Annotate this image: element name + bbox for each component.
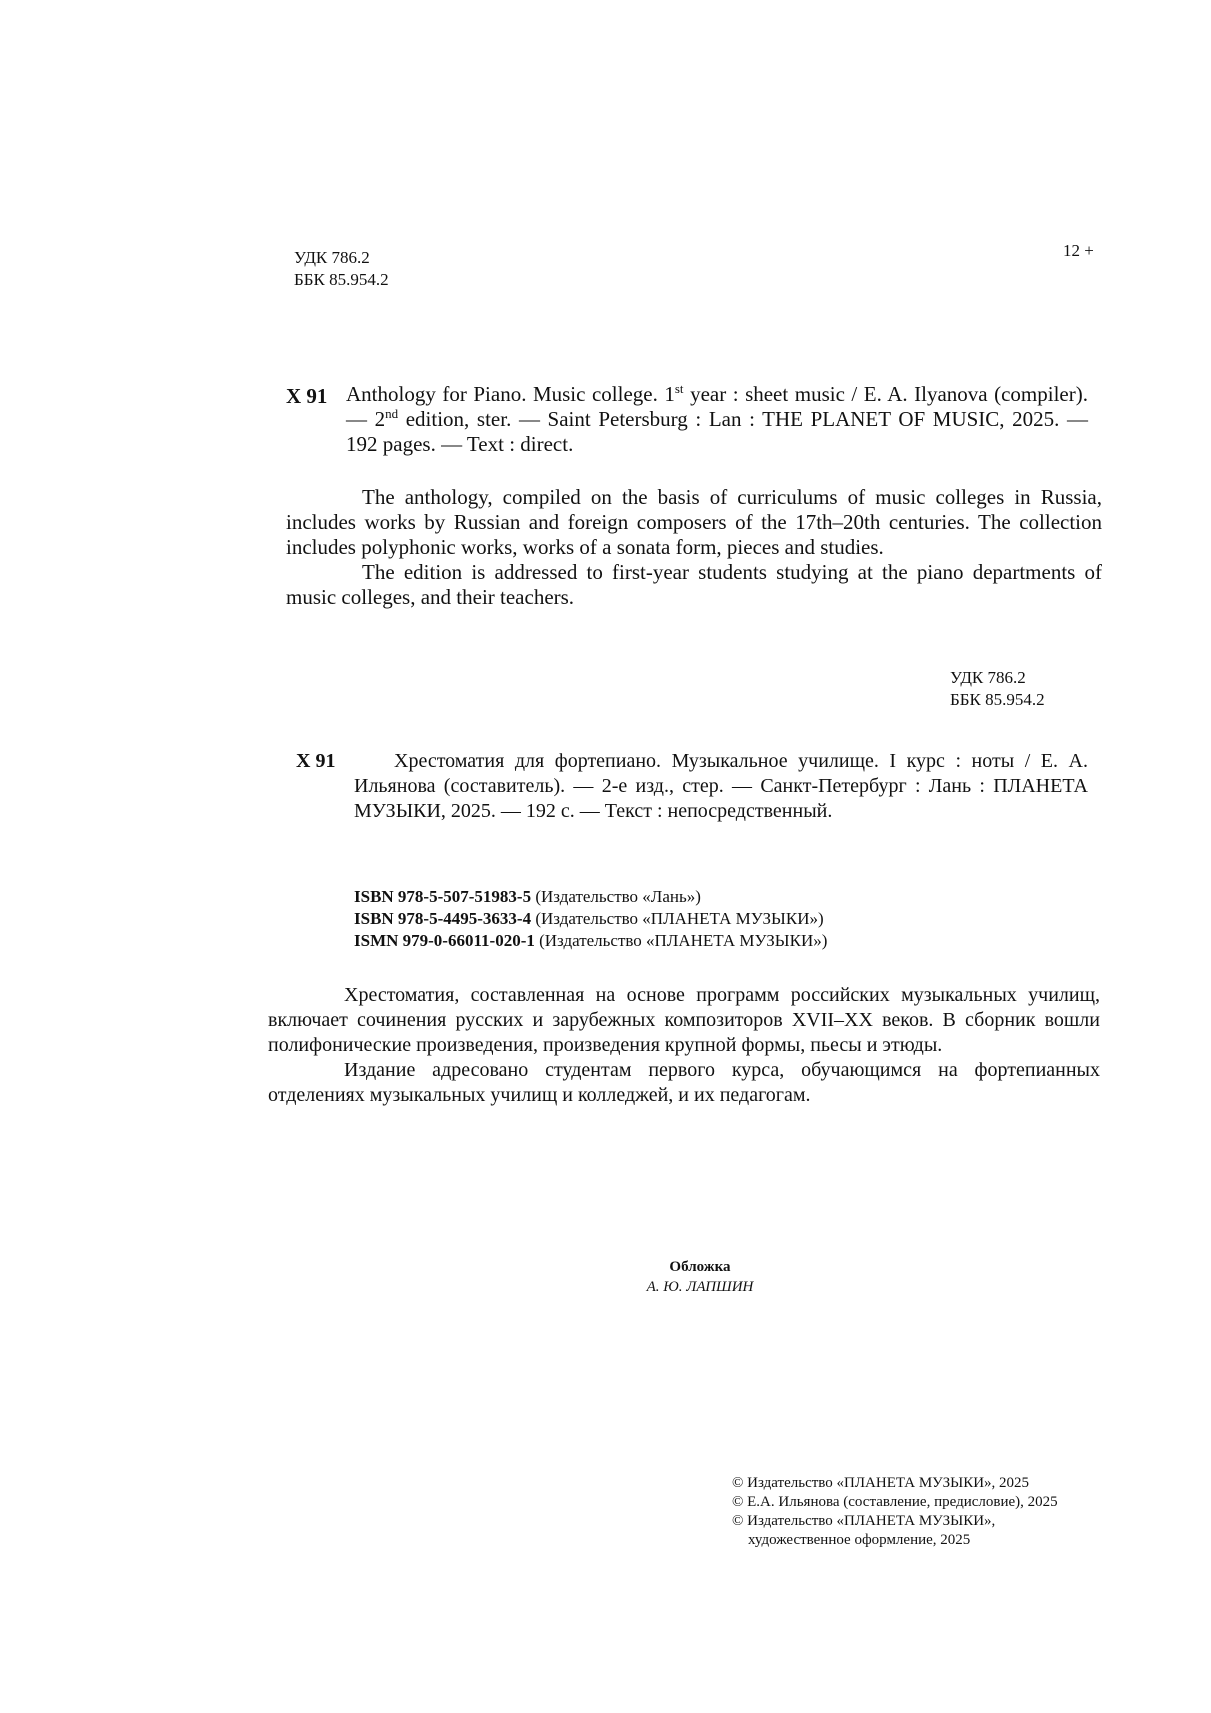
isbn-publisher: (Издательство «ПЛАНЕТА МУЗЫКИ») [531, 909, 824, 928]
cover-credit [560, 1257, 840, 1297]
ismn-number: ISMN 979-0-66011-020-1 [354, 931, 535, 950]
english-abstract-p2: The edition is addressed to first-year students studying at the piano departments of music colleges, and their teachers. [286, 560, 1102, 609]
ismn-publisher: (Издательство «ПЛАНЕТА МУЗЫКИ») [534, 931, 828, 950]
russian-bibliographic-entry: Хрестоматия для фортепиано. Музыкальное училище. I курс : ноты / Е. А. Ильянова (составитель). — 2-е изд., стер. — Санкт-Петербург : Лань : ПЛАНЕТА МУЗЫКИ, 2025. — 192 с. — Текст : непосредственный. [354, 750, 1088, 822]
copyright-block [732, 1474, 1058, 1550]
isbn-line-1 [354, 886, 827, 908]
ismn-line [354, 930, 827, 952]
russian-catalog-code: Х 91 [296, 750, 336, 772]
english-biblio-part3: edition, ster. — Saint Petersburg : Lan : THE PLANET OF MUSIC, 2025. — 192 pages. — Text : direct. [346, 407, 1089, 456]
copyright-line-1: © Издательство «ПЛАНЕТА МУЗЫКИ», 2025 [732, 1475, 1030, 1491]
isbn-line-2 [354, 908, 827, 930]
english-biblio-part2: year : sheet music / E. A. Ilyanova (compiler). — 2 [346, 382, 1088, 431]
english-abstract [286, 485, 1102, 610]
english-abstract-p1: The anthology, compiled on the basis of curriculums of music colleges in Russia, includes works by Russian and foreign composers of the 17th–20th centuries. The collection includes polyphonic works, works of a sonata form, pieces and studies. [286, 485, 1102, 559]
russian-abstract-p2: Издание адресовано студентам первого курса, обучающимся на фортепианных отделениях музыкальных училищ и колледжей, и их педагогам. [268, 1059, 1100, 1106]
top-classification [294, 247, 389, 291]
isbn-number: ISBN 978-5-507-51983-5 [354, 887, 532, 906]
bbk-code: ББК 85.954.2 [294, 270, 389, 289]
english-bibliographic-entry [346, 382, 1088, 457]
russian-classification [950, 667, 1045, 711]
copyright-line-4: художественное оформление, 2025 [748, 1532, 971, 1548]
english-catalog-code: Х 91 [286, 384, 328, 408]
isbn-block [354, 886, 827, 952]
copyright-line-2: © Е.А. Ильянова (составление, предисловие), 2025 [732, 1494, 1058, 1510]
copyright-line-3: © Издательство «ПЛАНЕТА МУЗЫКИ», [732, 1513, 996, 1529]
english-biblio-part1: Anthology for Piano. Music college. 1 [346, 382, 675, 406]
cover-label: Обложка [669, 1259, 731, 1275]
age-rating: 12 + [1063, 241, 1094, 260]
russian-bbk-code: ББК 85.954.2 [950, 690, 1045, 709]
russian-abstract [268, 983, 1100, 1108]
udk-code: УДК 786.2 [294, 248, 370, 267]
russian-udk-code: УДК 786.2 [950, 668, 1026, 687]
isbn-publisher: (Издательство «Лань») [531, 887, 701, 906]
english-sup-st: st [674, 381, 684, 396]
english-sup-nd: nd [385, 406, 399, 421]
russian-abstract-p1: Хрестоматия, составленная на основе программ российских музыкальных училищ, включает сочинения русских и зарубежных композиторов XVII–XX веков. В сборник вошли полифонические произведения, произведения крупной формы, пьесы и этюды. [268, 984, 1100, 1056]
isbn-number: ISBN 978-5-4495-3633-4 [354, 909, 532, 928]
cover-artist: А. Ю. ЛАПШИН [646, 1279, 754, 1295]
